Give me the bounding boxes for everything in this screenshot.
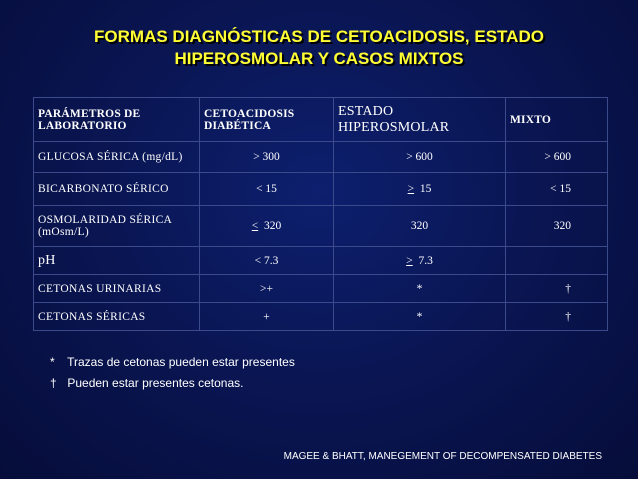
footnote-text: Pueden estar presentes cetonas. xyxy=(67,376,244,390)
row-label-cetonas-urinarias: CETONAS URINARIAS xyxy=(34,275,200,303)
row-label-ph: pH xyxy=(34,247,200,275)
cell-cetonas-urinarias-mixto: † xyxy=(506,275,608,303)
cell-osmolaridad-cad-value: 320 xyxy=(264,220,282,232)
row-label-glucosa: GLUCOSA SÉRICA (mg/dL) xyxy=(34,142,200,173)
cell-bicarbonato-mixto: < 15 xyxy=(506,173,608,206)
cell-cetonas-sericas-hhs: * xyxy=(334,303,506,331)
cell-osmolaridad-mixto: 320 xyxy=(506,206,608,247)
slide-title-line2: HIPEROSMOLAR Y CASOS MIXTOS xyxy=(174,49,464,68)
cell-bicarbonato-hhs xyxy=(334,173,506,206)
cell-ph-hhs xyxy=(334,247,506,275)
cell-ph-hhs-symbol: > xyxy=(406,254,413,267)
table-row xyxy=(34,275,608,303)
cell-ph-hhs-value: 7.3 xyxy=(418,254,433,267)
diagnostic-table xyxy=(33,97,608,331)
cell-glucosa-cad: > 300 xyxy=(200,142,334,173)
row-label-osmolaridad: OSMOLARIDAD SÉRICA (mOsm/L) xyxy=(34,206,200,247)
cell-cetonas-urinarias-hhs: * xyxy=(334,275,506,303)
footnotes xyxy=(50,352,295,394)
cell-osmolaridad-hhs: 320 xyxy=(334,206,506,247)
footnote-symbol: * xyxy=(50,355,55,369)
cell-bicarbonato-hhs-value: 15 xyxy=(419,183,432,195)
cell-osmolaridad-cad xyxy=(200,206,334,247)
table-row xyxy=(34,142,608,173)
cell-cetonas-sericas-mixto: † xyxy=(506,303,608,331)
footnote-text: Trazas de cetonas pueden estar presentes xyxy=(67,355,295,369)
footnote xyxy=(50,373,295,394)
row-label-bicarbonato: BICARBONATO SÉRICO xyxy=(34,173,200,206)
cell-bicarbonato-cad: < 15 xyxy=(200,173,334,206)
slide-title-line1: FORMAS DIAGNÓSTICAS DE CETOACIDOSIS, ESTADO xyxy=(94,27,544,46)
header-parametros: PARÁMETROS DE LABORATORIO xyxy=(34,98,200,142)
cell-bicarbonato-hhs-symbol: > xyxy=(407,183,415,195)
cell-ph-mixto xyxy=(506,247,608,275)
cell-glucosa-hhs: > 600 xyxy=(334,142,506,173)
cell-glucosa-mixto: > 600 xyxy=(506,142,608,173)
cell-cetonas-sericas-cad: + xyxy=(200,303,334,331)
cell-cetonas-urinarias-cad: >+ xyxy=(200,275,334,303)
reference-citation: MAGEE & BHATT, MANEGEMENT OF DECOMPENSATED DIABETES xyxy=(283,451,602,462)
header-mixto: MIXTO xyxy=(506,98,608,142)
table-row xyxy=(34,206,608,247)
table-row xyxy=(34,173,608,206)
table-header-row xyxy=(34,98,608,142)
row-label-cetonas-sericas: CETONAS SÉRICAS xyxy=(34,303,200,331)
table-row xyxy=(34,247,608,275)
header-cetoacidosis: CETOACIDOSIS DIABÉTICA xyxy=(200,98,334,142)
footnote-symbol: † xyxy=(50,376,57,390)
slide-title xyxy=(0,26,638,70)
cell-ph-cad: < 7.3 xyxy=(200,247,334,275)
header-hiperosmolar: ESTADO HIPEROSMOLAR xyxy=(334,98,506,142)
footnote xyxy=(50,352,295,373)
cell-osmolaridad-cad-symbol: < xyxy=(251,220,259,232)
table-row xyxy=(34,303,608,331)
